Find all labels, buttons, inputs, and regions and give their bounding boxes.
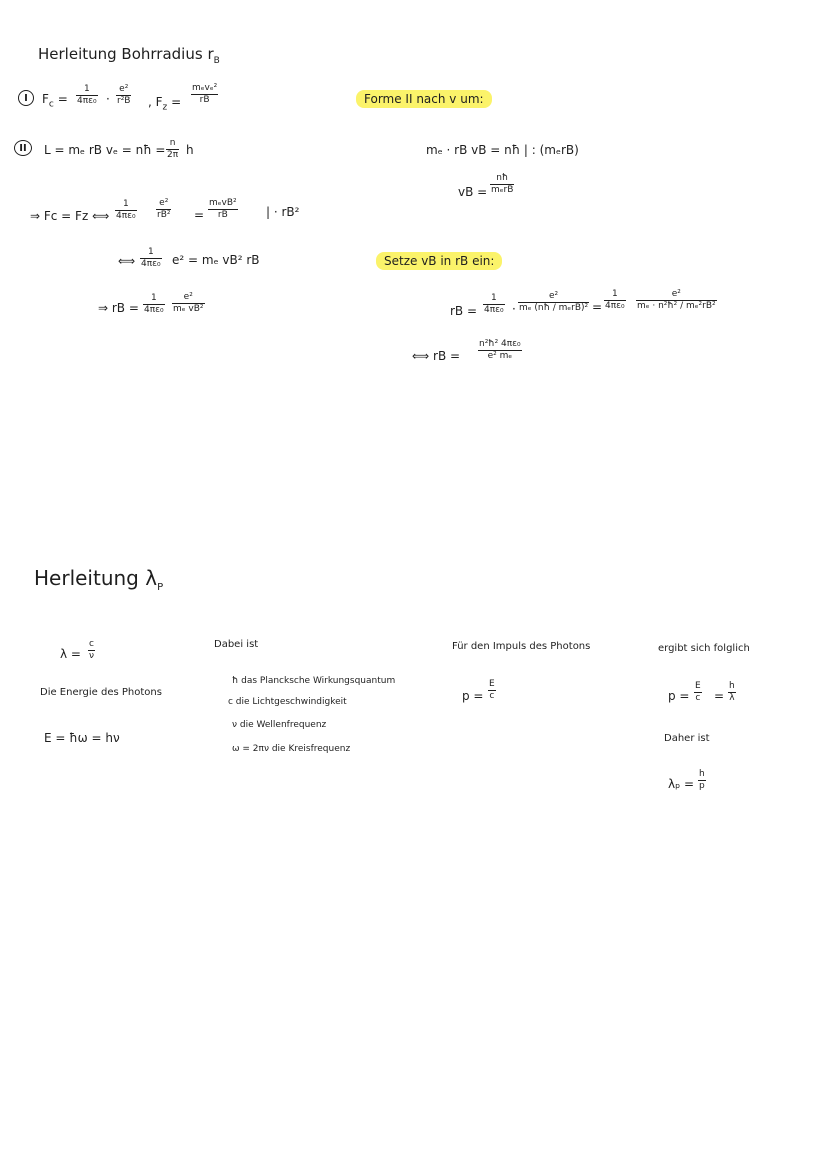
eq-c-frac-4 [636, 290, 717, 312]
folglich-frac-1 [694, 682, 702, 704]
step3-frac-1 [143, 294, 165, 316]
eq1-frac-2 [116, 85, 131, 107]
lambda-eq1-frac [88, 640, 95, 662]
dabei-item-nu: ν die Wellenfrequenz [232, 720, 327, 730]
eq1-frac-3 [191, 84, 218, 106]
folglich-frac-2 [728, 682, 736, 704]
impuls-eq-frac [488, 680, 496, 702]
daher-label: Daher ist [664, 733, 710, 744]
eq1-lhs-text: F [42, 92, 49, 106]
folglich-frac-2-num: h [729, 681, 735, 691]
folglich-eq-sign: = [714, 689, 725, 703]
step3-frac-2-den: mₑ vB² [173, 304, 204, 315]
eq-c-lhs: rB = [450, 304, 478, 318]
eq-a: mₑ · rB vB = nħ | : (mₑrB) [426, 143, 579, 157]
eq-c-dot: · [512, 302, 516, 316]
lambda-title [34, 568, 163, 593]
step1-frac-3-den: rB [217, 210, 228, 221]
eq-b-frac-den: mₑrB [491, 185, 514, 196]
impuls-eq-lhs: p = [462, 689, 484, 703]
lambda-title-text: Herleitung λ [34, 566, 158, 590]
step1-tail: | · rB² [266, 205, 300, 219]
step1-frac-3 [208, 199, 238, 221]
step3-frac-2 [172, 293, 205, 315]
eq-c-frac-2-den: mₑ (nħ / mₑrB)² [519, 303, 589, 314]
step1-frac-3-num: mₑvB² [209, 198, 237, 208]
eq-c-eq: = [592, 300, 603, 314]
eq2-text: L = mₑ rB vₑ = nħ = [44, 143, 166, 157]
eq-c-frac-3-den: 4πε₀ [605, 301, 625, 312]
eq-d-frac-num: n²ħ² 4πε₀ [479, 339, 521, 349]
eq-d-prefix: ⟺ rB = [412, 349, 461, 363]
energie-label: Die Energie des Photons [40, 687, 162, 698]
dabei-heading: Dabei ist [214, 639, 259, 650]
step3-frac-1-den: 4πε₀ [144, 305, 164, 316]
dabei-item-omega: ω = 2πν die Kreisfrequenz [232, 744, 351, 754]
eq2-frac [166, 139, 179, 161]
dabei-item-c: c die Lichtgeschwindigkeit [228, 697, 347, 707]
bohr-title [38, 47, 220, 66]
lambda-p-num: h [699, 769, 705, 779]
step2-prefix: ⟺ [118, 254, 136, 268]
step3-frac-1-num: 1 [150, 293, 157, 303]
eq-b-frac-num: nħ [496, 173, 509, 183]
lambda-p-frac [698, 770, 706, 792]
eq-c-frac-2 [518, 292, 589, 314]
impuls-heading: Für den Impuls des Photons [452, 641, 591, 652]
folglich-heading: ergibt sich folglich [658, 643, 750, 654]
step2-frac [140, 248, 162, 270]
folglich-frac-1-num: E [695, 681, 701, 691]
eq1-eq-sign-2: = [171, 95, 182, 109]
eq1-sep [148, 96, 181, 112]
eq1-lhs-sub: c [48, 99, 54, 110]
impuls-eq-num: E [489, 679, 495, 689]
lambda-title-sub: P [157, 582, 164, 593]
lambda-eq1-num: c [89, 639, 94, 649]
highlight-setze: Setze vB in rB ein: [376, 252, 502, 270]
bohr-title-text: Herleitung Bohrradius r [38, 45, 214, 63]
eq-d-frac [478, 340, 522, 362]
step1-frac-1-num: 1 [122, 199, 129, 209]
dabei-item-hbar: ħ das Plancksche Wirkungsquantum [232, 676, 396, 686]
step1-frac-2 [156, 199, 171, 221]
eq1-frac-3-num: mₑvₑ² [192, 83, 218, 93]
eq1-sep-sub: z [162, 102, 168, 113]
eq1-frac-1-num: 1 [83, 84, 90, 94]
lambda-eq1-den: ν [89, 651, 95, 662]
step3-frac-2-num: e² [183, 292, 193, 302]
eq-c-frac-1-den: 4πε₀ [484, 305, 504, 316]
eq2-tail: h [186, 143, 194, 157]
step2-frac-den: 4πε₀ [141, 259, 161, 270]
eq2-frac-den: 2π [167, 150, 179, 161]
step1-prefix: ⇒ Fc = Fz ⟺ [30, 209, 110, 223]
eq-c-frac-3-num: 1 [611, 289, 618, 299]
eq1-dot: · [106, 92, 110, 106]
eq-b-lhs: vB = [458, 185, 488, 199]
impuls-eq-den: c [489, 691, 495, 702]
eq1-sep-text: , F [148, 95, 163, 109]
eq1-marker: I [18, 90, 34, 106]
eq1-lhs [42, 93, 68, 109]
eq2-frac-num: n [169, 138, 176, 148]
eq1-frac-1 [76, 85, 98, 107]
eq-c-frac-3 [604, 290, 626, 312]
eq-c-frac-1-num: 1 [490, 293, 497, 303]
eq-d-frac-den: e² mₑ [487, 351, 513, 362]
highlight-forme-ii: Forme II nach v um: [356, 90, 492, 108]
eq1-frac-2-den: r²B [117, 96, 131, 107]
eq-c-frac-1 [483, 294, 505, 316]
eq-b-frac [490, 174, 514, 196]
lambda-p-lhs: λₚ = [668, 777, 695, 791]
bohr-title-sub: B [213, 56, 220, 66]
folglich-frac-1-den: c [695, 693, 701, 704]
folglich-eq-lhs: p = [668, 689, 690, 703]
folglich-frac-2-den: λ [729, 693, 735, 704]
eq-c-frac-4-num: e² [671, 289, 681, 299]
eq1-frac-3-den: rB [199, 95, 210, 106]
lambda-p-den: p [699, 781, 705, 792]
eq1-frac-1-den: 4πε₀ [77, 96, 97, 107]
eq2-marker: II [14, 140, 32, 156]
energie-eq: E = ħω = hν [44, 731, 120, 745]
step1-frac-2-num: e² [159, 198, 169, 208]
eq1-eq-sign: = [57, 92, 68, 106]
eq1-frac-2-num: e² [119, 84, 129, 94]
step1-eq-sign: = [194, 208, 205, 222]
step1-frac-2-den: rB² [157, 210, 171, 221]
step2-frac-num: 1 [147, 247, 154, 257]
eq-c-frac-4-den: mₑ · n²ħ² / mₑ²rB² [637, 301, 716, 312]
eq-c-frac-2-num: e² [548, 291, 559, 301]
step2-tail: e² = mₑ vB² rB [172, 253, 260, 267]
step1-frac-1 [115, 200, 137, 222]
step1-frac-1-den: 4πε₀ [116, 211, 136, 222]
step3-prefix: ⇒ rB = [98, 301, 139, 315]
lambda-eq1-lhs: λ = [60, 647, 81, 661]
